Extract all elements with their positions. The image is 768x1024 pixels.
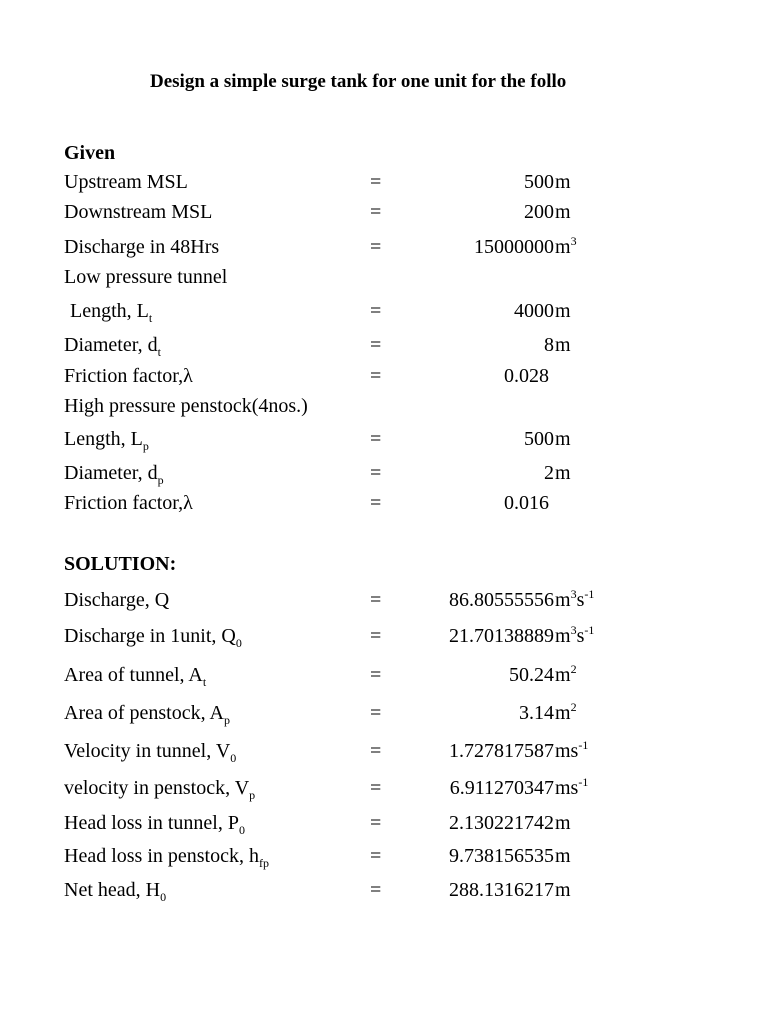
row-net-head	[0, 876, 768, 906]
row-downstream-msl	[0, 198, 768, 228]
label: Friction factor,λ	[64, 365, 193, 387]
unit: m	[555, 428, 571, 450]
equals-sign: =	[370, 845, 382, 867]
value: 50.24	[509, 664, 554, 686]
unit: m	[555, 201, 571, 223]
row-high-pressure-penstock	[0, 392, 768, 422]
unit: m	[555, 879, 571, 901]
label: Length, $L_t$	[70, 300, 153, 325]
label: Upstream MSL	[64, 171, 188, 193]
label: Length, $L_p$	[64, 428, 149, 453]
equals-sign: =	[370, 492, 382, 514]
equals-sign: =	[370, 171, 382, 193]
row-tunnel-friction	[0, 362, 768, 392]
equals-sign: =	[370, 740, 382, 762]
row-penstock-length	[0, 425, 768, 455]
value: 4000	[514, 300, 554, 322]
row-penstock-friction	[0, 489, 768, 519]
value: 288.1316217	[449, 879, 554, 901]
value: 0.028	[504, 365, 549, 387]
value: 9.738156535	[449, 845, 554, 867]
equals-sign: =	[370, 334, 382, 356]
page-title: Design a simple surge tank for one unit for the follo	[150, 71, 567, 92]
unit: m	[555, 300, 571, 322]
row-discharge-48hrs	[0, 233, 768, 263]
unit: m	[555, 845, 571, 867]
label: Diameter, $d_p$	[64, 462, 164, 487]
given-heading: Given	[64, 142, 116, 164]
unit: m	[555, 334, 571, 356]
unit: $m^3s^{-1}$	[555, 587, 595, 611]
unit: $m^3$	[555, 234, 577, 258]
value: 1.727817587	[449, 740, 554, 762]
unit: $m^2$	[555, 662, 577, 686]
value: 500	[524, 171, 554, 193]
row-tunnel-length	[0, 297, 768, 327]
label: Discharge in 48Hrs	[64, 236, 220, 258]
equals-sign: =	[370, 589, 382, 611]
value: 21.70138889	[449, 625, 554, 647]
equals-sign: =	[370, 625, 382, 647]
value: 15000000	[474, 236, 554, 258]
section-label: High pressure penstock(4nos.)	[64, 395, 308, 417]
equals-sign: =	[370, 462, 382, 484]
row-velocity-penstock	[0, 774, 768, 804]
value: 8	[544, 334, 554, 356]
unit: $ms^{-1}$	[555, 775, 589, 799]
label: Downstream MSL	[64, 201, 213, 223]
value: 2.130221742	[449, 812, 554, 834]
value: 3.14	[519, 702, 554, 724]
equals-sign: =	[370, 365, 382, 387]
label: Velocity in tunnel, $V_0$	[64, 740, 237, 765]
unit: m	[555, 462, 571, 484]
label: Friction factor,λ	[64, 492, 193, 514]
equals-sign: =	[370, 664, 382, 686]
equals-sign: =	[370, 879, 382, 901]
equals-sign: =	[370, 428, 382, 450]
value: 2	[544, 462, 554, 484]
label: Area of tunnel, $A_t$	[64, 664, 207, 689]
label: Area of penstock, $A_p$	[64, 702, 230, 727]
solution-heading: SOLUTION:	[64, 553, 177, 575]
row-discharge-1unit	[0, 622, 768, 652]
label: Diameter, $d_t$	[64, 334, 161, 359]
value: 0.016	[504, 492, 549, 514]
unit: m	[555, 812, 571, 834]
unit: $ms^{-1}$	[555, 738, 589, 762]
row-tunnel-diameter	[0, 331, 768, 361]
label: Net head, $H_0$	[64, 879, 167, 904]
equals-sign: =	[370, 201, 382, 223]
label: Discharge, Q	[64, 589, 170, 611]
row-area-tunnel	[0, 661, 768, 691]
label: Discharge in 1unit, $Q_0$	[64, 625, 242, 650]
row-headloss-tunnel	[0, 809, 768, 839]
label: Head loss in penstock, $h_{fp}$	[64, 845, 269, 870]
unit: m	[555, 171, 571, 193]
row-discharge	[0, 586, 768, 616]
row-upstream-msl	[0, 168, 768, 198]
unit: $m^3s^{-1}$	[555, 623, 595, 647]
equals-sign: =	[370, 300, 382, 322]
row-headloss-penstock	[0, 842, 768, 872]
row-area-penstock	[0, 699, 768, 729]
value: 200	[524, 201, 554, 223]
value: 6.911270347	[449, 777, 554, 799]
value: 86.80555556	[449, 589, 554, 611]
equals-sign: =	[370, 236, 382, 258]
equals-sign: =	[370, 812, 382, 834]
equals-sign: =	[370, 702, 382, 724]
section-label: Low pressure tunnel	[64, 266, 228, 288]
row-velocity-tunnel	[0, 737, 768, 767]
unit: $m^2$	[555, 700, 577, 724]
label: velocity in penstock, $V_p$	[64, 777, 256, 802]
equals-sign: =	[370, 777, 382, 799]
value: 500	[524, 428, 554, 450]
row-penstock-diameter	[0, 459, 768, 489]
row-low-pressure-tunnel	[0, 263, 768, 293]
label: Head loss in tunnel, $P_0$	[64, 812, 245, 837]
